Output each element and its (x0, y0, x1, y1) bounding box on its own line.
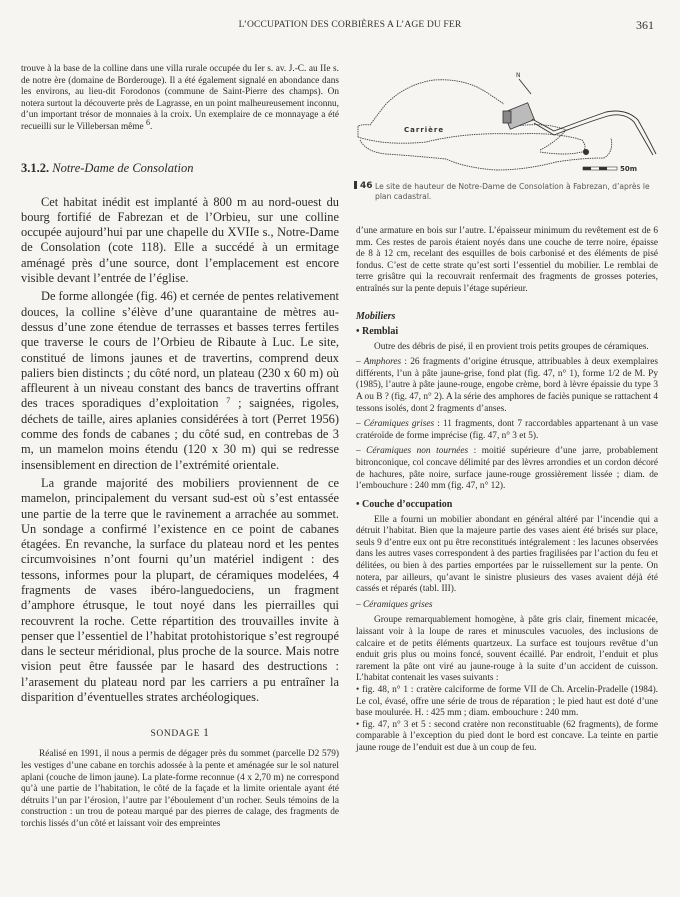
site-plan-map (356, 64, 658, 172)
footnote-ref: 6 (146, 117, 150, 127)
item-label: – Amphores (356, 357, 402, 368)
scale-label: 50m (620, 165, 638, 172)
item-text: : 26 fragments d’origine étrusque, attribuables à deux exemplaires différents, l’un à pâte jaune-grise, fond plat (fig. 47, n° 1), forme 1/2 de M. Py (1985), l’autre à pâte jaune-rouge, engobe crème, bord à lèvre épaissie du type 3 A ou B ? (fig. 47, n° 2). A la série des amphores de faciès punique se rattachent 4 tessons isolés, dont 2 fragments d’anses. (356, 357, 658, 414)
left-column (21, 64, 339, 831)
occupation-heading: • Couche d’occupation (356, 498, 453, 510)
footnote-ref: 7 (226, 396, 231, 406)
paragraph-text: ; saignées, rigoles, déchets de taille, aires aplanies considérées à tort (Perret 1956) comme des fonds de cabanes ; du côté sud, en contrebas de 3 m, un mamelon moins étendu (120 x 30 m) qui se redresse insensiblement en direction de l’extrémité orientale. (21, 396, 339, 472)
ceramiques-grises-paragraph: Groupe remarquablement homogène, à pâte gris clair, finement micacée, laissant voir à la loupe de rares et minuscules vacuoles, des inclusions de calcaire et de petits éléments quartzeux. La surface est toujours revêtue d’un enduit gris plus ou moins foncé, souvent écaillé. Par endroit, l’enduit et plus rarement la pâte ont viré au jaune-rouge à la suite d’un accident de cuisson. L’habitat contenait les vases suivants : (356, 615, 658, 684)
carriere-label: Carrière (404, 126, 445, 134)
running-title: L’OCCUPATION DES CORBIÈRES A L’AGE DU FER (238, 19, 462, 30)
sondage-paragraph: Réalisé en 1991, il nous a permis de dégager près du sommet (parcelle D2 579) les vestiges d’une cabane en torchis adossée à la pente et aménagée sur le sol naturel aplani (couche de limon jaune). La plate-forme reconnue (4 x 2,70 m) ne correspond qu’à une partie de l’habitation, le côté de la façade et la limite orientale ayant été détruits l’un par l’érosion, l’autre par l’éboulement d’un rocher. Seuls témoins de la construction : un trou de poteau marqué par des pierres de calage, des fragments de torchis lissés d’un côté et laissant voir des empreintes (21, 749, 339, 829)
remblai-item (356, 446, 658, 492)
page-header (0, 19, 680, 35)
mobiliers-heading: Mobiliers (356, 310, 396, 322)
source-marker (583, 149, 589, 155)
section-title: Notre-Dame de Consolation (52, 160, 194, 175)
item-label: – Céramiques non tournées (356, 446, 469, 457)
item-label: – Céramiques grises (356, 419, 435, 430)
page-number: 361 (636, 18, 654, 32)
body-paragraph (21, 289, 339, 473)
section-number: 3.1.2. (21, 160, 50, 175)
caption-text: Le site de hauteur de Notre-Dame de Consolation à Fabrezan, d’après le plan cadastral. (375, 182, 650, 201)
remblai-heading: • Remblai (356, 325, 399, 337)
vase-entry: • fig. 48, n° 1 : cratère calciforme de forme VII de Ch. Arcelin-Pradelle (1984). Le col, évasé, offre une série de trous de réparation ; le pied haut est doté d’une base moulurée. H. : 425 mm ; diam. embouchure : 240 mm. (356, 685, 658, 719)
intro-paragraph: trouve à la base de la colline dans une villa rurale occupée du Ier s. av. J.-C. au IIe s. de notre ère (domaine de Borderouge). Il a été également signalé en abondance dans les environs, au lieu-dit Forodonos (commune de Saint-Pierre des champs). On notera surtout la découverte près de Lagrasse, en un point malheureusement inconnu, d’un important trésor de monnaies à la croix. Un exemplaire de ce monnayage a été recueilli sur le Villebersan même 6. (21, 64, 339, 132)
section-heading (21, 161, 339, 176)
body-paragraph: La grande majorité des mobiliers proviennent de ce mamelon, principalement du versant sud-est où s’est entassée une partie de la terre que le ravinement a arrachée au sommet. Un sondage a confirmé l’existence en ce point de cabanes étagées. En revanche, la surface du plateau nord et les pentes circumvoisines n’ont fourni qu’un matériel indigent : des tessons, informes pour la plupart, de céramiques modelées, 4 fragments de vases ibéro-languedociens, un fragment d’amphore étrusque, le tout noyé dans les pierrailles qui recouvrent la roche. Cette répartition des trouvailles invite à penser que l’essentiel de l’habitat protohistorique s’est regroupé dans le secteur méridional, plus proche de la source. Mais notre vision peut être faussée par le hasard des destructions : l’arasement du plateau nord par les carriers a pu entraîner la disparition d’éventuelles strates archéologiques. (21, 475, 339, 705)
continuation-paragraph: d’une armature en bois sur l’autre. L’épaisseur minimum du revêtement est de 6 mm. Ces restes de parois étaient noyés dans une couche de terre noire, épaisse de 8 à 12 cm, recelant des esquilles de bois carbonisé et des éléments de pisé fondus. C’est de cette strate qu’est sorti l’essentiel du mobilier. Le remblai de terre grisâtre qui la recouvrait renfermait des fragments de grosses poteries, entraînés sur la pente depuis l’étage supérieur. (356, 226, 658, 294)
intro-text: trouve à la base de la colline dans une villa rurale occupée du Ier s. av. J.-C. au IIe s. de notre ère (domaine de Borderouge). Il a été également signalé en abondance dans les environs, au lieu-dit Forodonos (commune de Saint-Pierre des champs). On notera surtout la découverte près de Lagrasse, en un point malheureusement inconnu, d’un important trésor de monnaies à la croix. Un exemplaire de ce monnayage a été recueilli sur le Villebersan même (21, 64, 339, 132)
figure-number: 46 (354, 181, 373, 191)
sondage-number: 1 (203, 727, 210, 740)
right-column (356, 64, 658, 755)
occupation-intro: Elle a fourni un mobilier abondant en général altéré par l’incendie qui a détruit l’habitat. Bien que la majeure partie des vases aient été brisés sur place, seuls 9 d’entre eux ont pu être reconstitués intégralement : les lacunes observées dans les autres vases correspondent à des parties fragilisées par l’action du feu et délitées, ou bien à des parties emportées par le ruissellement sur la pente. On notera, par ailleurs, qu’avant le sinistre plusieurs des vases avaient déjà été cassés et réparés (tabl. III). (356, 514, 658, 595)
body-paragraph: Cet habitat inédit est implanté à 800 m au nord-ouest du bourg fortifié de Fabrezan et de l’Orbieu, sur une colline occupée aujourd’hui par une chapelle du XVIIe s., Notre-Dame de Consolation (cote 118). Elle a succédé à un ermitage aménagé près d’une source, dont l’emplacement est encore visible devant l’entrée de l’église. (21, 194, 339, 286)
sondage-label: SONDAGE (150, 729, 201, 740)
ceramiques-grises-label: – Céramiques grises (356, 599, 433, 610)
remblai-item (356, 357, 658, 415)
remblai-item (356, 419, 658, 442)
figure-caption (356, 182, 658, 202)
item-text: : 11 fragments, dont 7 raccordables appartenant à un vase cratéroïde de forme imprécise (fig. 47, n° 3 et 5). (356, 419, 658, 441)
paragraph-text: De forme allongée (fig. 46) et cernée de pentes relativement douces, la colline s’élève d’une quarantaine de mètres au-dessus d’une zone étendue de terrasses et basses terres fertiles que traverse le cours de l’Orbieu de Ribaute à Luc. Le site, constitué de limons jaunes et de travertins, comprend deux paliers bien distincts ; du côté nord, un plateau (230 x 60 m) où affleurent à un niveau constant des bancs de travertins offrant des traces sporadiques d’exploitation (21, 289, 339, 411)
north-arrow-label: N (516, 72, 521, 79)
site-plan-figure (356, 64, 658, 172)
remblai-intro: Outre des débris de pisé, il en provient trois petits groupes de céramiques. (374, 341, 649, 352)
vase-entry: • fig. 47, n° 3 et 5 : second cratère non reconstituable (62 fragments), de forme comparable à l’exception du pied dont le bord est concave. La teinte en partie jaune rouge de l’enduit est due à un coup de feu. (356, 719, 658, 753)
sondage-heading (21, 727, 339, 739)
item-text: : moitié supérieure d’une jarre, probablement bitronconique, col concave délimité par des lèvres arrondies et un cordon décoré de hachures, pâte noire, surface jaune-rouge grossièrement lissée ; diam. de l’embouchure : 240 mm (fig. 47, n° 12). (356, 446, 659, 492)
